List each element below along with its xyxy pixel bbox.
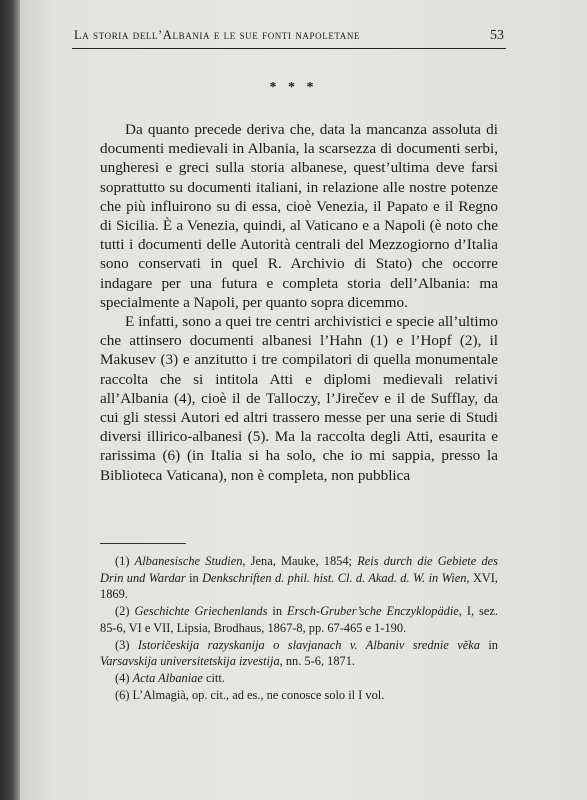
footnote-rule: [100, 543, 186, 544]
section-separator: * * *: [269, 80, 318, 95]
footnotes: [100, 553, 498, 704]
footnote-6: (6) L’Almagià, op. cit., ad es., ne conosce solo il I vol.: [115, 688, 385, 702]
paragraph-1: Da quanto precede deriva che, data la mancanza assoluta di documenti medievali in Albania, la scarsezza di documenti serbi, ungheresi e greci sulla storia albanese, quest’ultima deve farsi soprattutto su documenti italiani, in relazione alle nostre potenze che più influirono su di essa, cioè Venezia, il Papato e il Regno di Sicilia. È a Venezia, quindi, al Vaticano e a Napoli (è noto che tutti i documenti delle Autorità centrali del Mezzogiorno d’Italia sono conservati in quel R. Archivio di Stato) che occorre indagare per una futura e completa storia dell’Albania: ma specialmente a Napoli, per quanto sopra dicemmo.: [100, 121, 498, 311]
paragraph-2: E infatti, sono a quei tre centri archivistici e specie all’ultimo che attinsero documenti albanesi l’Hahn (1) e l’Hopf (2), il Makusev (3) e anzitutto i tre compilatori di quella monumentale raccolta che si intitola Atti e diplomi medievali relativi all’Albania (4), cioè il de Talloczy, l’Jirečev e il de Sufflay, da cui gli stessi Autori ed altri trassero messe per una serie di Studi diversi illirico-albanesi (5). Ma la raccolta degli Atti, esaurita e rarissima (6) (in Italia si ha solo, che io mi sappia, presso la Biblioteca Vaticana), non è completa, non pubblica: [100, 313, 498, 484]
footnote-4: (4) Acta Albaniae citt.: [115, 671, 225, 685]
book-spine-shadow: [0, 0, 20, 800]
footnote-3: (3) Istoričeskija razyskanija o slavjanach v. Albaniv srednie věka in Varsavskija universitetskija izvestija, nn. 5-6, 1871.: [100, 637, 498, 668]
running-title: La storia dell’Albania e le sue fonti napoletane: [74, 28, 361, 42]
main-text: [100, 120, 498, 485]
book-page: [20, 0, 587, 800]
page-number: 53: [490, 28, 504, 43]
header-rule: [72, 48, 506, 49]
footnote-2: (2) Geschichte Griechenlands in Ersch-Gruber’sche Enczyklopädie, I, sez. 85-6, VI e VII, Lipsia, Brodhaus, 1867-8, pp. 67-465 e 1-190.: [100, 604, 498, 635]
running-header: [74, 28, 504, 44]
footnote-1: (1) Albanesische Studien, Jena, Mauke, 1854; Reis durch die Gebiete des Drin und Wardar in Denkschriften d. phil. hist. Cl. d. Akad. d. W. in Wien, XVI, 1869.: [100, 554, 498, 601]
